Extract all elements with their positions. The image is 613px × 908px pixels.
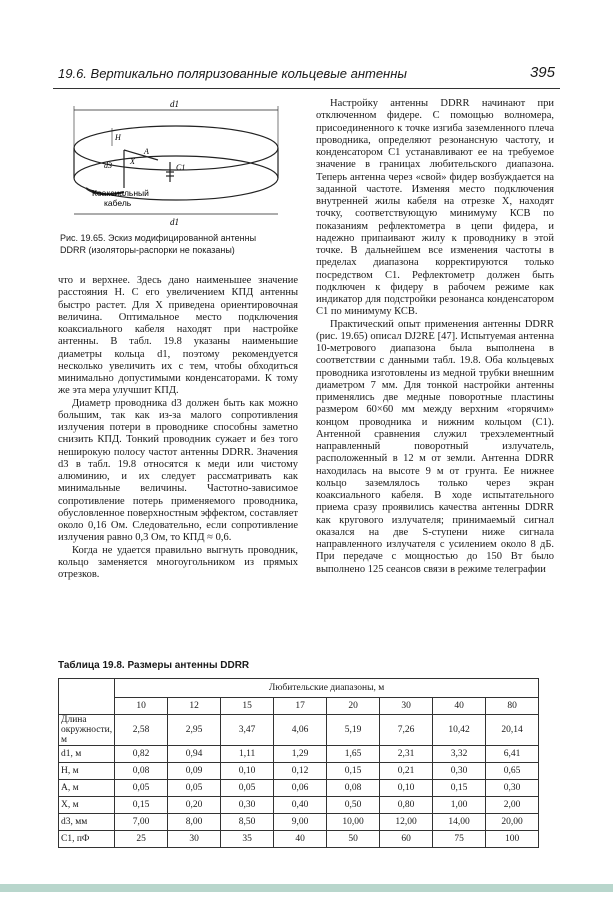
table-cell: 1,11 xyxy=(221,746,274,763)
table-cell: 4,06 xyxy=(274,715,327,746)
label-h: H xyxy=(115,133,121,142)
table-row xyxy=(59,780,539,797)
table-cell: 0,40 xyxy=(274,797,327,814)
table-cell: 0,12 xyxy=(274,763,327,780)
label-coax-line2: кабель xyxy=(104,198,132,208)
row-label: А, м xyxy=(59,780,115,797)
table-cell: 0,05 xyxy=(115,780,168,797)
label-d1-bottom: d1 xyxy=(170,217,179,227)
table-corner-cell xyxy=(59,679,115,715)
dimensions-table xyxy=(58,678,539,848)
label-c1: C1 xyxy=(176,163,186,172)
table-cell: 10,42 xyxy=(433,715,486,746)
table-cell: 35 xyxy=(221,831,274,848)
band-header: 12 xyxy=(168,698,221,715)
table-cell: 10,00 xyxy=(327,814,380,831)
table-title: Таблица 19.8. Размеры антенны DDRR xyxy=(58,660,250,671)
label-a: A xyxy=(144,147,149,156)
table-cell: 100 xyxy=(486,831,539,848)
table-cell: 0,30 xyxy=(433,763,486,780)
right-text-column xyxy=(316,98,554,576)
table-cell: 0,20 xyxy=(168,797,221,814)
table-cell: 0,82 xyxy=(115,746,168,763)
table-cell: 1,65 xyxy=(327,746,380,763)
table-cell: 20,14 xyxy=(486,715,539,746)
table-cell: 0,80 xyxy=(380,797,433,814)
band-header: 10 xyxy=(115,698,168,715)
table-cell: 6,41 xyxy=(486,746,539,763)
left-paragraph-1: что и верхнее. Здесь дано наименьшее значение расстояния Н. С его увеличением КПД антенны быстро растет. Для X приведена ориентировочная величина. Оптимальное место подключения коаксиального кабеля находят при настройке антенны. В табл. 19.8 указаны наименьшие диаметры кольца d1, поэтому рекомендуется несколько увеличить их с тем, чтобы обходиться минимально допустимыми конденсаторами. К тому же эта мера улучшит КПД. xyxy=(58,275,298,397)
table-cell: 0,15 xyxy=(115,797,168,814)
antenna-sketch-figure xyxy=(58,98,290,228)
table-cell: 0,30 xyxy=(486,780,539,797)
row-label: d1, м xyxy=(59,746,115,763)
table-cell: 8,00 xyxy=(168,814,221,831)
label-d3: d3 xyxy=(104,161,112,170)
table-cell: 0,94 xyxy=(168,746,221,763)
table-cell: 0,06 xyxy=(274,780,327,797)
band-header: 15 xyxy=(221,698,274,715)
table-cell: 40 xyxy=(274,831,327,848)
left-text-column xyxy=(58,275,298,581)
table-cell: 60 xyxy=(380,831,433,848)
table-cell: 2,95 xyxy=(168,715,221,746)
table-cell: 8,50 xyxy=(221,814,274,831)
label-d1-top: d1 xyxy=(170,99,179,109)
table-cell: 5,19 xyxy=(327,715,380,746)
table-row xyxy=(59,715,539,746)
table-cell: 0,30 xyxy=(221,797,274,814)
table-cell: 2,31 xyxy=(380,746,433,763)
table-cell: 14,00 xyxy=(433,814,486,831)
caption-line-1: Рис. 19.65. Эскиз модифицированной антенны xyxy=(60,233,257,243)
table-cell: 3,47 xyxy=(221,715,274,746)
table-cell: 3,32 xyxy=(433,746,486,763)
table-cell: 0,21 xyxy=(380,763,433,780)
table-row xyxy=(59,746,539,763)
label-x: X xyxy=(130,157,135,166)
table-row xyxy=(59,831,539,848)
table-cell: 0,08 xyxy=(115,763,168,780)
table-cell: 0,50 xyxy=(327,797,380,814)
table-cell: 25 xyxy=(115,831,168,848)
label-coax-line1: Коаксиальный xyxy=(92,188,149,198)
table-cell: 0,15 xyxy=(327,763,380,780)
table-cell: 0,05 xyxy=(168,780,221,797)
row-label: Н, м xyxy=(59,763,115,780)
row-label: X, м xyxy=(59,797,115,814)
band-header: 80 xyxy=(486,698,539,715)
table-group-header: Любительские диапазоны, м xyxy=(115,679,539,698)
page-number: 395 xyxy=(529,64,555,81)
table-cell: 7,26 xyxy=(380,715,433,746)
table-cell: 7,00 xyxy=(115,814,168,831)
table-cell: 0,08 xyxy=(327,780,380,797)
right-paragraph-2: Практический опыт применения антенны DDRR (рис. 19.65) описал DJ2RE [47]. Испытуемая антенна 10-метрового диапазона была выполнена в соответствии с данными табл. 19.8. Оба кольцевых проводника изготовлены из медной трубки внешним диаметром 7 мм. Для тонкой настройки антенны применялись две медные поворотные пластины размером 60×60 мм между верхним «горячим» концом проводника и нижним кольцом (C1). Антенной сравнения служил трехэлементный направленный поворотный излучатель, расположенный в 12 м от земли. Антенна DDRR находилась на высоте 9 м от грунта. Ее нижнее кольцо заземлялось только через экран коаксиального кабеля. В ходе испытательного приема сразу проявились качества антенны DDRR как кругового излучателя; принимаемый сигнал оказался на две S-ступени ниже сигнала направленного излучателя с усилением около 8 дБ. При передаче с мощностью до 150 Вт было выполнено 125 сеансов связи в режиме телеграфии xyxy=(316,318,554,575)
table-cell: 1,29 xyxy=(274,746,327,763)
bands-header-row xyxy=(59,698,539,715)
band-header: 30 xyxy=(380,698,433,715)
running-title: 19.6. Вертикально поляризованные кольцевые антенны xyxy=(58,66,407,81)
table-cell: 0,10 xyxy=(221,763,274,780)
table-cell: 0,09 xyxy=(168,763,221,780)
left-paragraph-3: Когда не удается правильно выгнуть проводник, кольцо заменяется многоугольником из прямых отрезков. xyxy=(58,544,298,580)
band-header: 17 xyxy=(274,698,327,715)
table-cell: 0,65 xyxy=(486,763,539,780)
table-cell: 0,10 xyxy=(380,780,433,797)
table-row xyxy=(59,797,539,814)
figure-caption xyxy=(60,232,300,256)
table-cell: 2,00 xyxy=(486,797,539,814)
band-header: 20 xyxy=(327,698,380,715)
header-rule xyxy=(53,88,560,89)
table-cell: 12,00 xyxy=(380,814,433,831)
right-paragraph-1: Настройку антенны DDRR начинают при отключенном фидере. С помощью волномера, присоединенного к точке изгиба заземленного плеча проводника, определяют резонансную частоту, и конденсатором C1 устанавливают ее на требуемое значение в границах любительского диапазона. Теперь антенна через «свой» фидер возбуждается на заданной частоте. Изменяя место подключения внутренней жилы кабеля на отрезке X, находят точку, соответствующую минимуму КСВ по показаниям рефлектометра в цепи фидера, и надежно припаивают жилу к проводнику в этой точке. В дальнейшем все изменения частоты в пределах диапазона корректируются только посредством C1. Рефлектометр должен быть подключен к фидеру в рабочем режиме как индикатор для подстройки резонанса конденсатором C1 по минимуму КСВ. xyxy=(316,98,554,318)
table-cell: 0,05 xyxy=(221,780,274,797)
row-label: Длина окружности, м xyxy=(59,715,115,746)
table-cell: 75 xyxy=(433,831,486,848)
table-cell: 2,58 xyxy=(115,715,168,746)
left-paragraph-2: Диаметр проводника d3 должен быть как можно большим, так как из-за малого сопротивления излучения потери в проводнике способны заметно снизить КПД. Тонкий проводник сужает и без того неширокую полосу частот антенны DDRR. Значения d3 в табл. 19.8 относятся к меди или чистому алюминию, и их следует рассматривать как минимальные величины. Частотно-зависимое сопротивление потерь применяемого проводника, обусловленное поверхностным эффектом, составляет около 0,16 Ом. Следовательно, если сопротивление излучения равно 0,3 Ом, то КПД ≈ 0,6. xyxy=(58,397,298,544)
table-cell: 1,00 xyxy=(433,797,486,814)
band-header: 40 xyxy=(433,698,486,715)
table-cell: 30 xyxy=(168,831,221,848)
row-label: C1, пФ xyxy=(59,831,115,848)
table-row xyxy=(59,763,539,780)
caption-line-2: DDRR (изоляторы-распорки не показаны) xyxy=(60,245,235,255)
table-cell: 9,00 xyxy=(274,814,327,831)
footer-band xyxy=(0,884,613,892)
table-cell: 50 xyxy=(327,831,380,848)
table-cell: 20,00 xyxy=(486,814,539,831)
table-cell: 0,15 xyxy=(433,780,486,797)
row-label: d3, мм xyxy=(59,814,115,831)
table-row xyxy=(59,814,539,831)
